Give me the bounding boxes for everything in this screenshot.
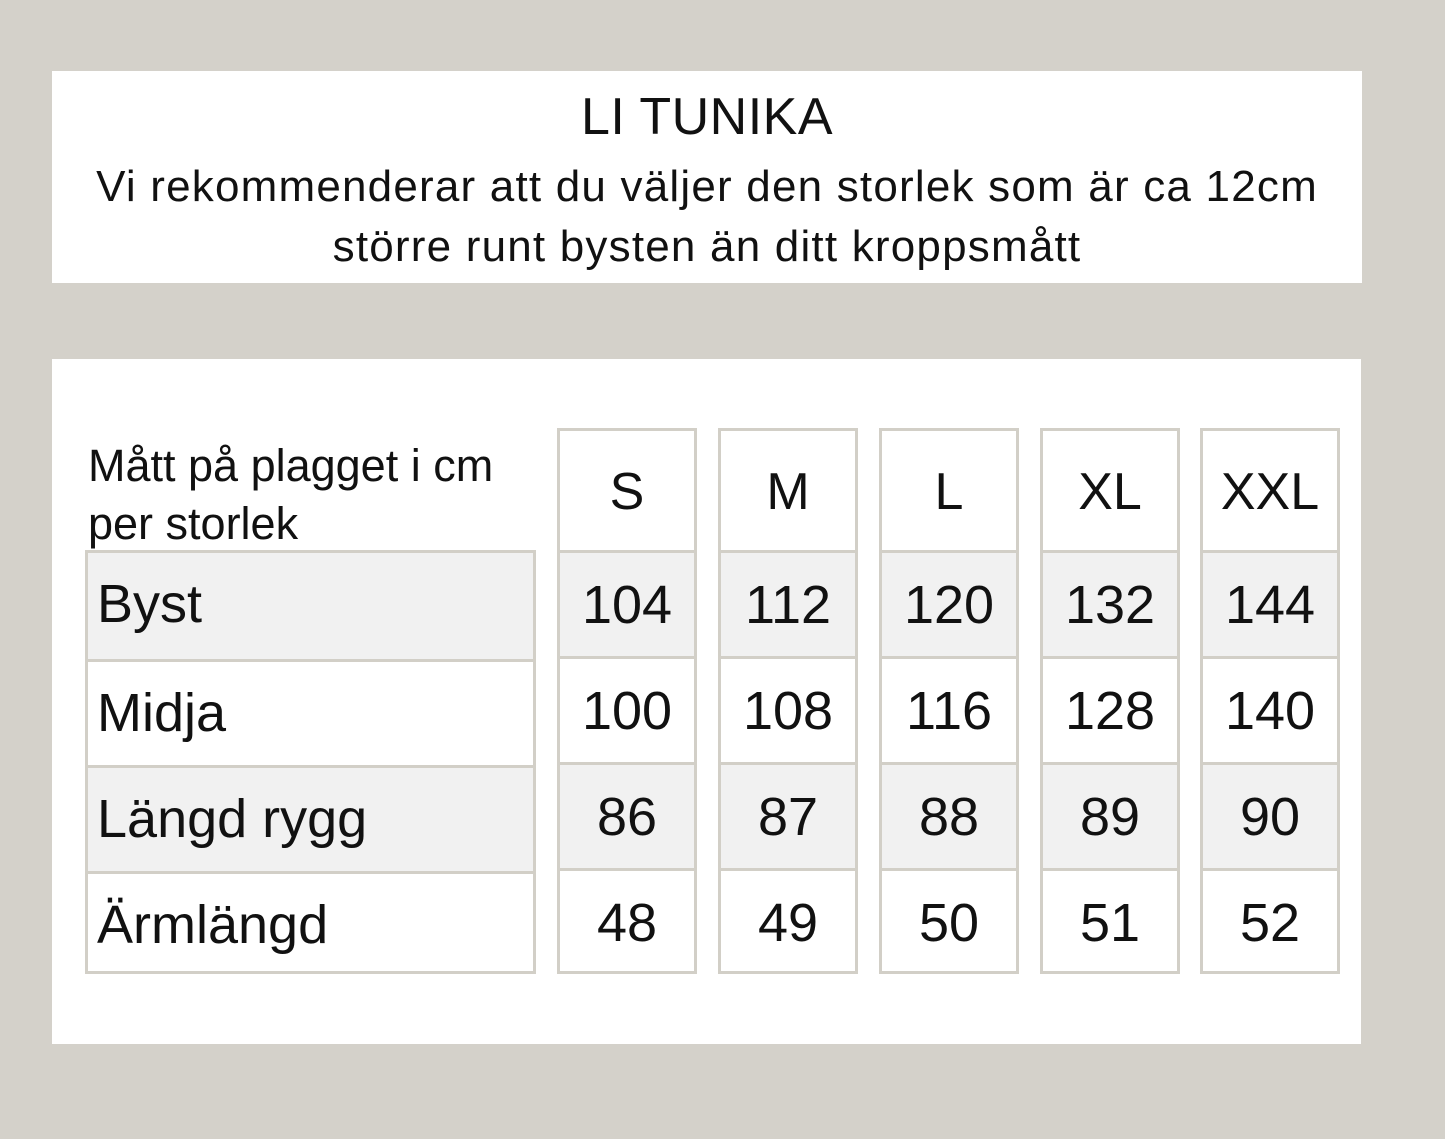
value-cell: 86 (560, 762, 694, 868)
value-cell: 112 (721, 550, 855, 656)
value-cell: 87 (721, 762, 855, 868)
value-cell: 108 (721, 656, 855, 762)
value-cell: 100 (560, 656, 694, 762)
size-column-xxl (1200, 428, 1340, 974)
measurement-label-column (85, 550, 536, 974)
value-cell: 48 (560, 868, 694, 974)
value-cell: 90 (1203, 762, 1337, 868)
size-header-s: S (609, 463, 645, 521)
size-column-l (879, 428, 1019, 974)
size-column-xl (1040, 428, 1180, 974)
value-cell: 88 (882, 762, 1016, 868)
size-header-xxl: XXL (1220, 463, 1320, 521)
size-header-m: M (766, 463, 810, 521)
value-cell: 51 (1043, 868, 1177, 974)
table-caption: Mått på plagget i cm per storlek (88, 440, 494, 549)
value-cell: 128 (1043, 656, 1177, 762)
value-cell: 52 (1203, 868, 1337, 974)
value-cell: 144 (1203, 550, 1337, 656)
row-label-byst: Byst (88, 553, 533, 659)
row-label-midja: Midja (88, 659, 533, 765)
header-card (52, 71, 1362, 283)
value-cell: 140 (1203, 656, 1337, 762)
page-title: LI TUNIKA (580, 88, 834, 146)
size-column-m (718, 428, 858, 974)
size-recommendation-text: Vi rekommenderar att du väljer den storlek som är ca 12cm större runt bysten än ditt kroppsmått (96, 162, 1318, 271)
value-cell: 120 (882, 550, 1016, 656)
value-cell: 104 (560, 550, 694, 656)
size-table-card (52, 359, 1361, 1044)
value-cell: 50 (882, 868, 1016, 974)
size-column-s (557, 428, 697, 974)
size-header-l: L (934, 463, 964, 521)
value-cell: 49 (721, 868, 855, 974)
value-cell: 132 (1043, 550, 1177, 656)
row-label-langd-rygg: Längd rygg (88, 765, 533, 871)
value-cell: 89 (1043, 762, 1177, 868)
value-cell: 116 (882, 656, 1016, 762)
size-header-xl: XL (1078, 463, 1142, 521)
row-label-armlangd: Ärmlängd (88, 871, 533, 977)
